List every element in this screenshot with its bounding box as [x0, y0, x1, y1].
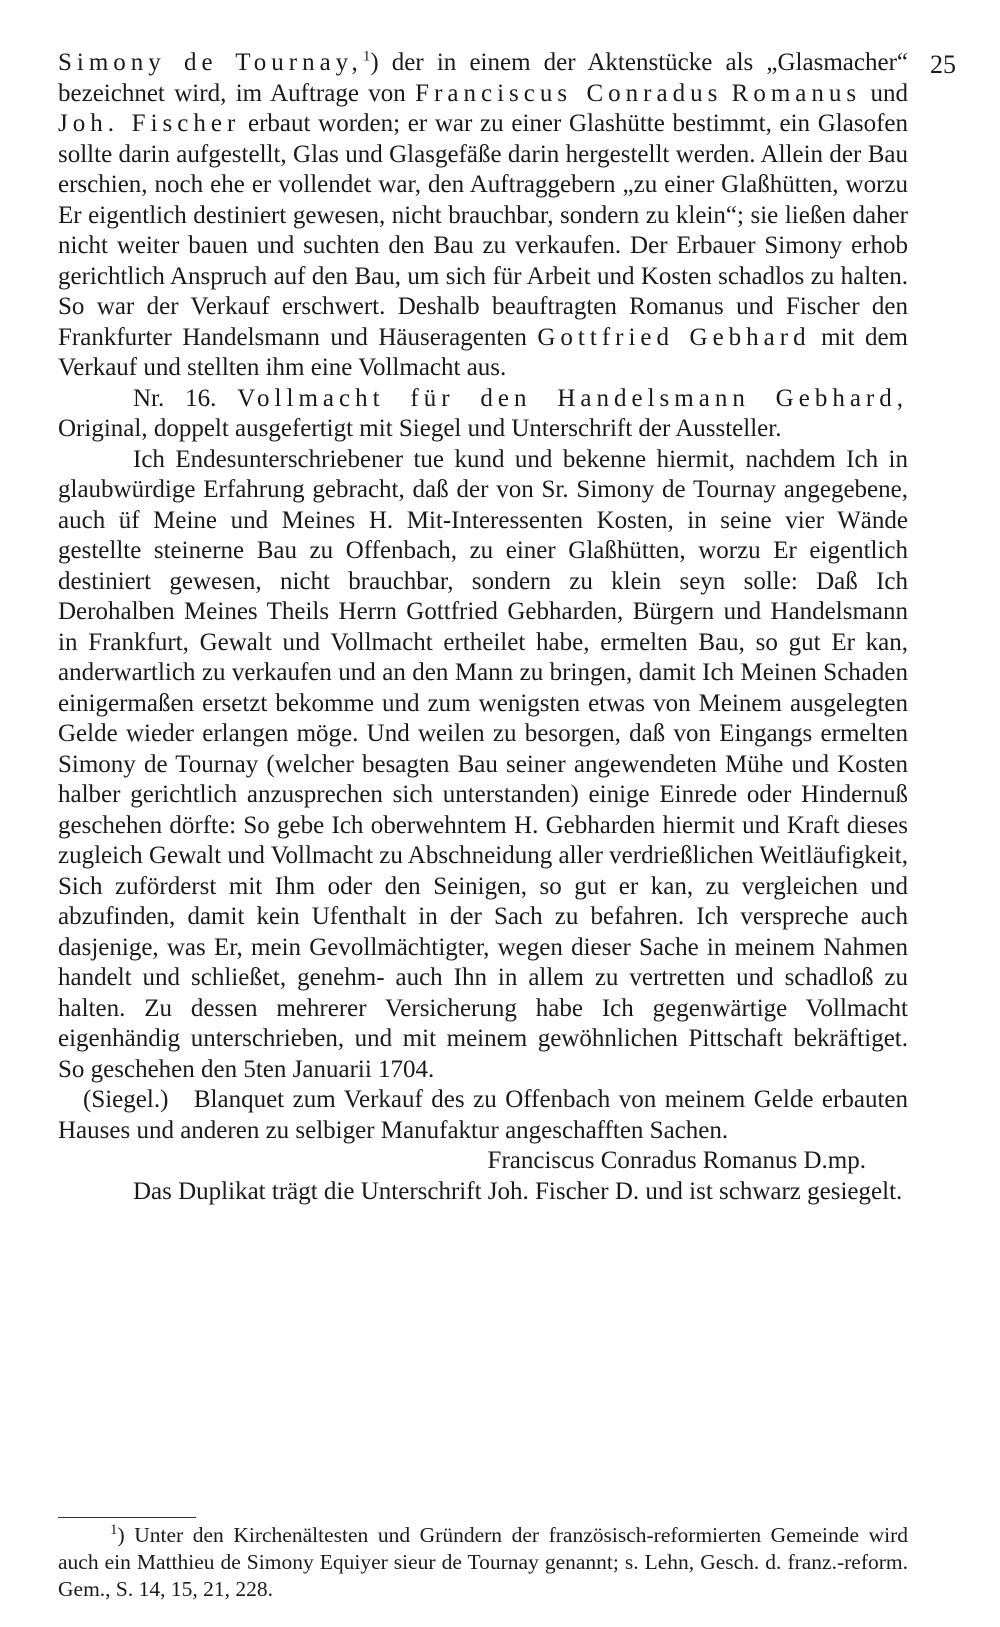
intro-text-4: erbaut worden; er war zu einer Glashütte bestimmt, ein Glasofen sollte darin aufgestellt, Glas und Glasgefäße darin hergestellt werden. Allein der Bau erschien, noch ehe er vollendet war, den Auftraggebern „zu einer Glaßhütten, worzu Er eigentlich destiniert gewesen, nicht brauchbar, sondern zu klein“; sie ließen daher nicht weiter bauen und suchten den Bau zu verkaufen. Der Erbauer Simony erhob gerichtlich Anspruch auf den Bau, um sich für Arbeit und Kosten schadlos zu halten. So war der Verkauf erschwert. Deshalb beauftragten Romanus und Fischer den Frankfurter Handelsmann und Häuseragenten — [58, 110, 909, 351]
footnote-reference: 1 — [362, 48, 371, 65]
seal-paragraph — [58, 1085, 908, 1146]
intro-text-2 — [722, 80, 731, 107]
footnote-marker: 1 — [110, 1521, 118, 1538]
intro-text-5: mit dem Verkauf und stellten ihm eine Vollmacht aus. — [58, 323, 908, 381]
name-joh-fischer: Joh. Fischer — [58, 110, 241, 137]
signature-line: Franciscus Conradus Romanus D.mp. — [487, 1147, 866, 1174]
letter-paragraph: Ich Endesunterschriebener tue kund und bekenne hiermit, nachdem Ich in glaubwürdige Erfahrung gebracht, daß der von Sr. Simony de Tournay angegebene, auch üf Meine und Meines H. Mit-Interessenten Kosten, in seine vier Wände gestellte steinerne Bau zu Offenbach, zu einer Glaßhütten, worzu Er eigentlich destiniert gewesen, nicht brauchbar, sondern zu klein seyn solle: Daß Ich Derohalben Meines Theils Herrn Gottfried Gebharden, Bürgern und Handelsmann in Frankfurt, Gewalt und Vollmacht ertheilet habe, ermelten Bau, so gut Er kan, anderwartlich zu verkaufen und an den Mann zu bringen, damit Ich Meinen Schaden einigermaßen ersetzt bekomme und zum wenigsten etwas von Meinem ausgelegten Gelde wieder erlangen möge. Und weilen zu besorgen, daß von Eingangs ermelten Simony de Tournay (welcher besagten Bau seiner angewendeten Mühe und Kosten halber gerichtlich anzusprechen sich unterstanden) einige Einrede oder Hindernuß geschehen dörfte: So gebe Ich oberwehntem H. Gebharden hiermit und Kraft dieses zugleich Gewalt und Vollmacht zu Abschneidung aller verdrießlichen Weitläufigkeit, Sich zuförderst mit Ihm oder den Seinigen, so gut er kan, zu vergleichen und abzufinden, damit kein Ufenthalt in der Sach zu befahren. Ich verspreche auch dasjenige, was Er, mein Gevollmächtigter, wegen dieser Sache in meinem Nahmen handelt und schließet, genehm- auch Ihn in allem zu vertretten und schadloß zu halten. Zu dessen mehrerer Versicherung habe Ich gegenwärtige Vollmacht eigenhändig unterschrieben, und mit meinem gewöhnlichen Pittschaft bekräftiget. So geschehen den 5ten Januarii 1704. — [58, 445, 908, 1083]
document-heading — [58, 384, 908, 445]
name-simony: Simony de Tournay, — [58, 49, 363, 76]
footnotes — [58, 1522, 908, 1603]
page-number: 25 — [930, 50, 956, 79]
name-romanus: Romanus — [731, 79, 862, 107]
intro-text-3: und — [861, 79, 908, 107]
intro-text-1: ) der in einem der Aktenstücke als „Glasmacher“ bezeichnet wird, im Auftrage von — [58, 49, 908, 107]
footnote-divider — [58, 1517, 196, 1518]
seal-text: Blanquet zum Verkauf des zu Offenbach von meinem Gelde erbauten Hauses und anderen zu selbiger Manufaktur angeschafften Sachen. — [58, 1086, 908, 1144]
name-gebhard: Gottfried Gebhard — [537, 323, 811, 351]
intro-paragraph — [58, 48, 908, 384]
footnote-text: ) Unter den Kirchenältesten und Gründern der französisch-reformierten Gemeinde wird auch ein Matthieu de Simony Equiyer sieur de Tournay genannt; s. Lehn, Gesch. d. franz.-reform. Gem., S. 14, 15, 21, 228. — [58, 1523, 908, 1601]
document-description: Original, doppelt ausgefertigt mit Siegel und Unterschrift der Aussteller. — [58, 415, 782, 442]
name-franciscus: Franciscus Conradus — [415, 79, 723, 107]
duplicate-note: Das Duplikat trägt die Unterschrift Joh. Fischer D. und ist schwarz gesiegelt. — [133, 1177, 903, 1205]
seal-label: (Siegel.) — [83, 1086, 169, 1113]
footnote-1 — [58, 1522, 908, 1603]
document-title: Vollmacht für den Handelsmann Gebhard, — [237, 384, 908, 412]
main-text — [58, 48, 908, 1207]
document-number: Nr. 16. — [133, 384, 217, 412]
